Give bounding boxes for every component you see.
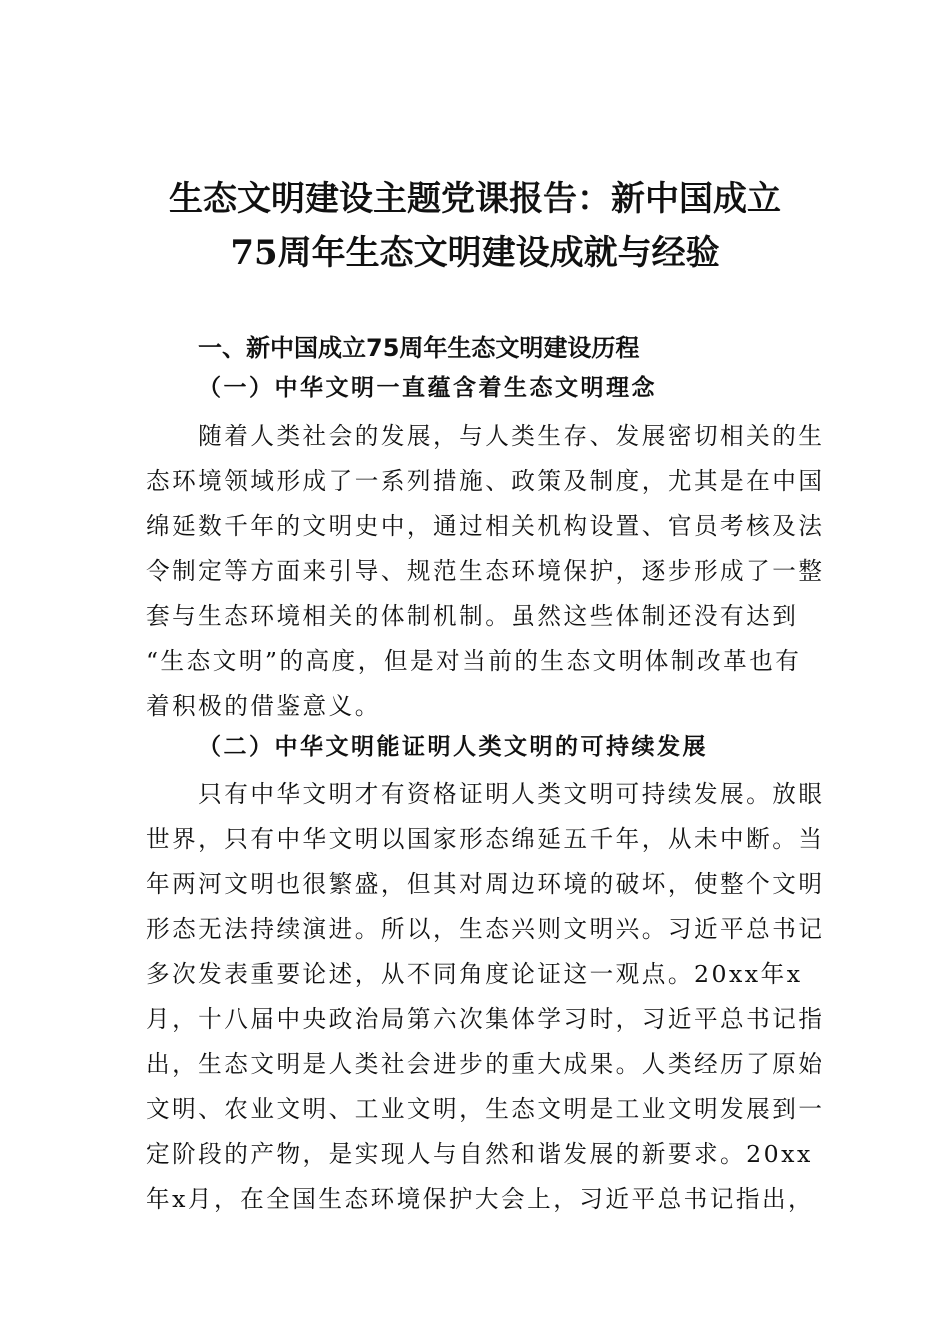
- section-heading: 一、新中国成立75周年生态文明建设历程: [198, 334, 640, 362]
- paragraph-line: 令制定等方面来引导、规范生态环境保护，逐步形成了一整: [146, 557, 825, 585]
- paragraph-line: 多次发表重要论述，从不同角度论证这一观点。20xx年x: [146, 960, 803, 988]
- paragraph-line: 世界，只有中华文明以国家形态绵延五千年，从未中断。当: [146, 825, 825, 853]
- paragraph-line: 态环境领域形成了一系列措施、政策及制度，尤其是在中国: [146, 467, 825, 495]
- paragraph-line: 着积极的借鉴意义。: [146, 692, 381, 720]
- paragraph-line: 定阶段的产物，是实现人与自然和谐发展的新要求。20xx: [146, 1140, 813, 1168]
- title-line-1: 生态文明建设主题党课报告：新中国成立: [169, 179, 781, 219]
- subsection-heading-2: （二）中华文明能证明人类文明的可持续发展: [198, 733, 708, 760]
- subsection-heading-1: （一）中华文明一直蕴含着生态文明理念: [198, 374, 657, 401]
- paragraph-1: [146, 414, 825, 729]
- paragraph-line: 年两河文明也很繁盛，但其对周边环境的破坏，使整个文明: [146, 870, 825, 898]
- paragraph-line: 年x月，在全国生态环境保护大会上，习近平总书记指出，: [146, 1185, 815, 1213]
- paragraph-line: 随着人类社会的发展，与人类生存、发展密切相关的生: [146, 422, 825, 450]
- paragraph-line: 月，十八届中央政治局第六次集体学习时，习近平总书记指: [146, 1005, 825, 1033]
- paragraph-line: 绵延数千年的文明史中，通过相关机构设置、官员考核及法: [146, 512, 825, 540]
- paragraph-line: 形态无法持续演进。所以，生态兴则文明兴。习近平总书记: [146, 915, 825, 943]
- paragraph-line: 套与生态环境相关的体制机制。虽然这些体制还没有达到: [146, 602, 799, 630]
- paragraph-line: 出，生态文明是人类社会进步的重大成果。人类经历了原始: [146, 1050, 825, 1078]
- paragraph-2: [146, 772, 825, 1222]
- document-title: [140, 172, 810, 280]
- paragraph-line: “生态文明”的高度，但是对当前的生态文明体制改革也有: [146, 647, 802, 675]
- paragraph-line: 只有中华文明才有资格证明人类文明可持续发展。放眼: [146, 780, 825, 808]
- title-line-2: 75周年生态文明建设成就与经验: [230, 233, 720, 273]
- paragraph-line: 文明、农业文明、工业文明，生态文明是工业文明发展到一: [146, 1095, 825, 1123]
